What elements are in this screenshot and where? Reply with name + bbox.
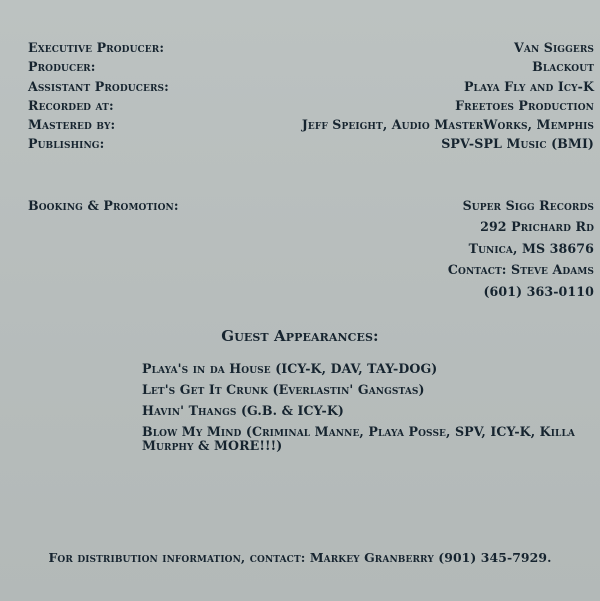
credit-label: Publishing: [28, 136, 105, 152]
credit-value: Van Siggers [514, 40, 594, 55]
credit-value: Jeff Speight, Audio MasterWorks, Memphis [301, 117, 594, 133]
credit-value: Freetoes Production [455, 97, 594, 113]
credit-label: Recorded at: [28, 97, 114, 113]
credits-block [28, 40, 594, 156]
credit-row-recorded-at [28, 98, 594, 117]
credit-row-publishing [28, 136, 594, 155]
booking-company: Super Sigg Records [462, 198, 594, 213]
booking-contact: Contact: Steve Adams [447, 262, 594, 278]
booking-city: Tunica, MS 38676 [468, 240, 594, 256]
credit-label: Producer: [28, 59, 96, 75]
guest-appearances-list [142, 362, 582, 460]
guest-item: Blow My Mind (Criminal Manne, Playa Posse, SPV, ICY-K, Killa Murphy & MORE!!!) [142, 424, 575, 453]
booking-phone: (601) 363-0110 [483, 283, 594, 299]
credit-value: Playa Fly and Icy-K [463, 78, 594, 94]
distribution-contact: For distribution information, contact: Markey Granberry (901) 345-7929. [48, 550, 552, 565]
guest-item: Havin' Thangs (G.B. & ICY-K) [142, 403, 344, 418]
credit-label: Executive Producer: [28, 40, 165, 55]
guest-item: Playa's in da House (ICY-K, DAV, TAY-DOG) [142, 361, 438, 376]
credit-row-executive-producer [28, 40, 594, 59]
booking-block [28, 198, 594, 305]
credit-value: Blackout [532, 59, 594, 75]
booking-address [448, 198, 594, 305]
guest-appearances-heading: Guest Appearances: [221, 327, 379, 345]
credit-row-mastered-by [28, 117, 594, 136]
credit-row-assistant-producers [28, 79, 594, 98]
credit-label: Assistant Producers: [28, 78, 169, 94]
credit-label: Mastered by: [28, 117, 116, 133]
booking-street: 292 Prichard Rd [480, 219, 594, 235]
credit-row-producer [28, 59, 594, 78]
booking-label: Booking & Promotion: [28, 198, 179, 213]
credit-value: SPV-SPL Music (BMI) [441, 136, 594, 152]
guest-item: Let's Get It Crunk (Everlastin' Gangstas) [142, 382, 425, 397]
